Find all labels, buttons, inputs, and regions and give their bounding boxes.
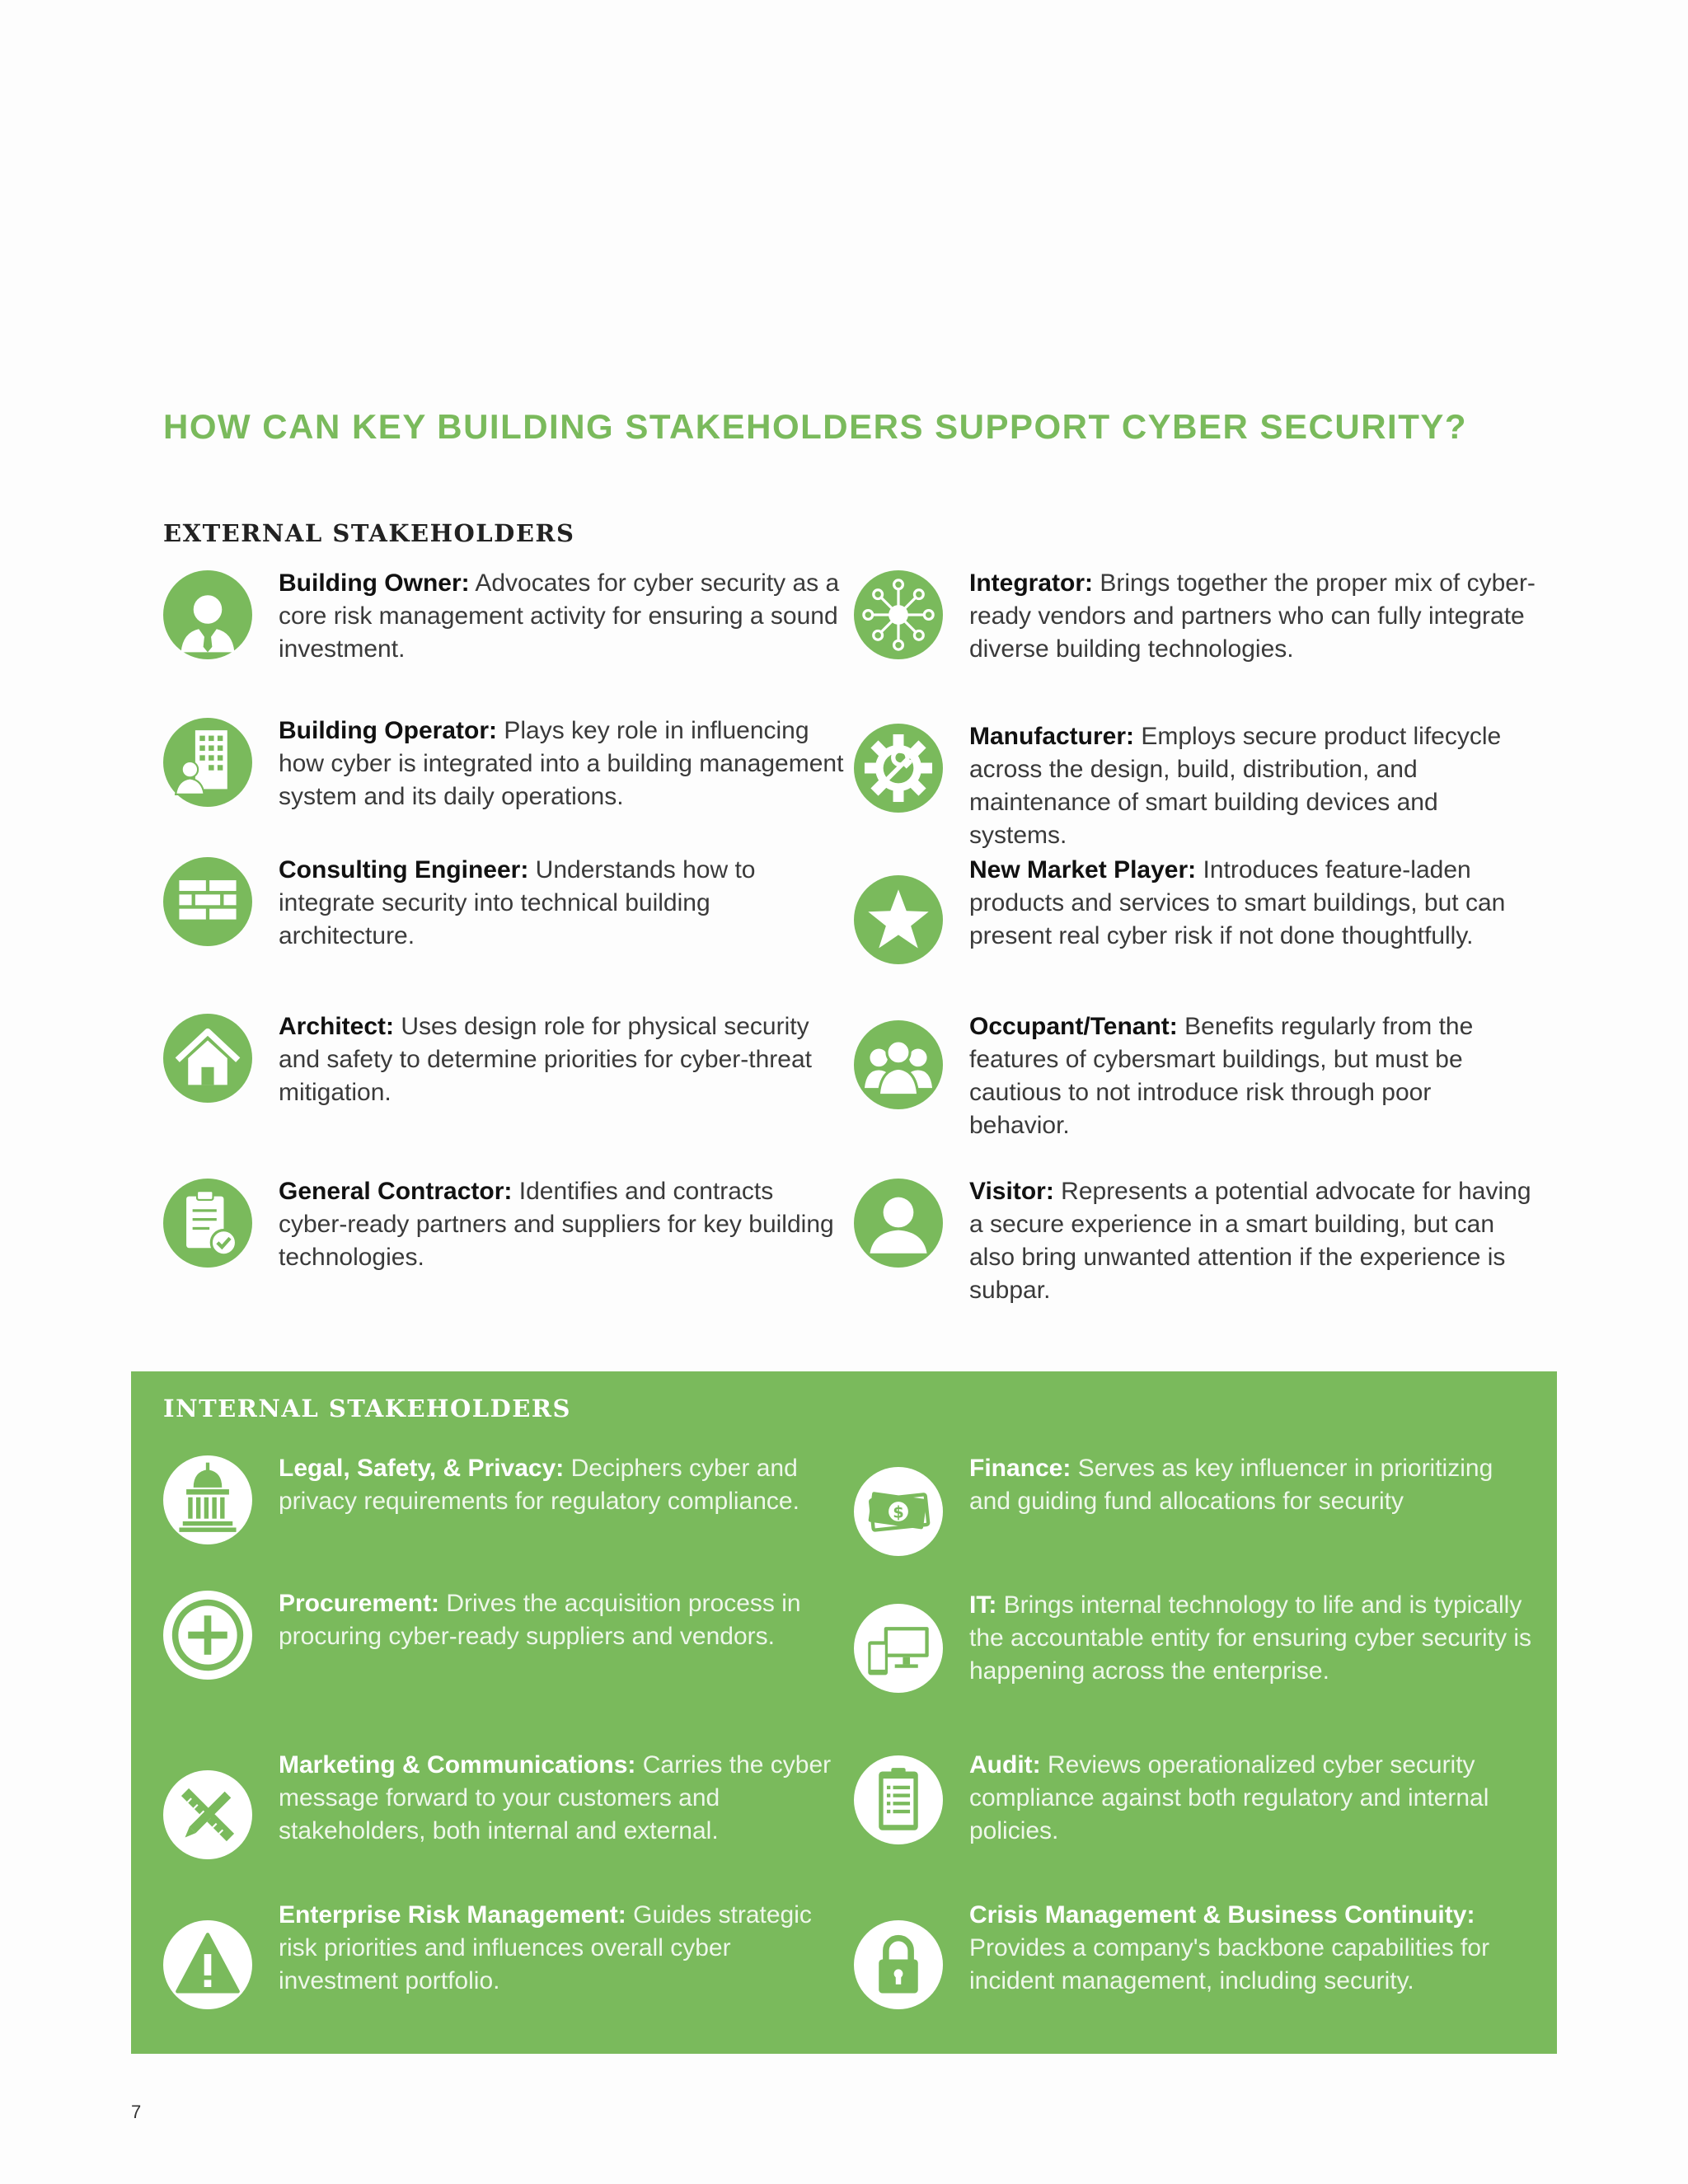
group-icon: [854, 1020, 943, 1109]
star-icon: [854, 875, 943, 964]
term-label: Consulting Engineer:: [279, 856, 529, 883]
internal-stakeholders-heading: INTERNAL STAKEHOLDERS: [163, 1394, 571, 1422]
description: Plays key role in influencing how cyber is integrated into a building management system and its daily operations.: [279, 717, 844, 810]
building-operator-icon: [163, 718, 252, 807]
money-icon: [854, 1467, 943, 1556]
term-label: Finance:: [969, 1455, 1071, 1482]
description: Brings internal technology to life and is typically the accountable entity for ensuring cyber security is happening across the enterprise.: [969, 1591, 1532, 1685]
term-label: Marketing & Communications:: [279, 1751, 636, 1779]
devices-icon: [854, 1604, 943, 1693]
house-icon: [163, 1014, 252, 1103]
description: Introduces feature-laden products and services to smart buildings, but can present real cyber risk if not done thoughtfully.: [969, 856, 1506, 949]
warning-icon: [163, 1920, 252, 2009]
description: Serves as key influencer in prioritizing and guiding fund allocations for security: [969, 1455, 1493, 1515]
description: Drives the acquisition process in procuring cyber-ready suppliers and vendors.: [279, 1590, 801, 1650]
network-hub-icon: [854, 570, 943, 659]
term-label: Enterprise Risk Management:: [279, 1901, 626, 1929]
term-label: New Market Player:: [969, 856, 1197, 883]
term-label: Building Operator:: [279, 717, 497, 744]
term-label: Visitor:: [969, 1178, 1054, 1205]
capitol-building-icon: [163, 1455, 252, 1544]
external-stakeholders-heading: EXTERNAL STAKEHOLDERS: [163, 519, 575, 547]
description: Reviews operationalized cyber security compliance against both regulatory and internal policies.: [969, 1751, 1489, 1844]
description: Represents a potential advocate for having a secure experience in a smart building, but can also bring unwanted attention if the experience is subpar.: [969, 1178, 1531, 1304]
page-number: 7: [131, 2102, 142, 2122]
term-label: Integrator:: [969, 569, 1093, 597]
term-label: Architect:: [279, 1013, 395, 1040]
description: Advocates for cyber security as a core risk management activity for ensuring a sound investment.: [279, 569, 840, 663]
term-label: Audit:: [969, 1751, 1041, 1779]
term-label: Manufacturer:: [969, 723, 1135, 750]
plus-circle-icon: [163, 1591, 252, 1680]
page-title: HOW CAN KEY BUILDING STAKEHOLDERS SUPPORT CYBER SECURITY?: [163, 407, 1468, 446]
brick-wall-icon: [163, 857, 252, 946]
description: Benefits regularly from the features of cybersmart buildings, but must be cautious to not introduce risk through poor behavior.: [969, 1013, 1474, 1139]
term-label: Building Owner:: [279, 569, 470, 597]
clipboard-list-icon: [854, 1755, 943, 1844]
description: Identifies and contracts cyber-ready partners and suppliers for key building technologies.: [279, 1178, 834, 1271]
description: Brings together the proper mix of cyber-ready vendors and partners who can fully integrate diverse building technologies.: [969, 569, 1536, 663]
term-label: Occupant/Tenant:: [969, 1013, 1178, 1040]
pencil-ruler-icon: [163, 1770, 252, 1859]
padlock-icon: [854, 1920, 943, 2009]
term-label: Procurement:: [279, 1590, 440, 1617]
term-label: IT:: [969, 1591, 997, 1619]
description: Uses design role for physical security and safety to determine priorities for cyber-threat mitigation.: [279, 1013, 812, 1106]
description: Employs secure product lifecycle across the design, build, distribution, and maintenance of smart building devices and systems.: [969, 723, 1502, 849]
description: Provides a company's backbone capabilities for incident management, including security.: [969, 1934, 1490, 1994]
description: Understands how to integrate security into technical building architecture.: [279, 856, 756, 949]
businessman-icon: [163, 570, 252, 659]
description: Deciphers cyber and privacy requirements for regulatory compliance.: [279, 1455, 799, 1515]
term-label: Legal, Safety, & Privacy:: [279, 1455, 565, 1482]
description: Guides strategic risk priorities and influences overall cyber investment portfolio.: [279, 1901, 812, 1994]
description: Carries the cyber message forward to your customers and stakeholders, both internal and external.: [279, 1751, 832, 1844]
clipboard-check-icon: [163, 1179, 252, 1268]
person-icon: [854, 1179, 943, 1268]
term-label: Crisis Management & Business Continuity:: [969, 1901, 1475, 1929]
gear-wrench-icon: [854, 724, 943, 813]
term-label: General Contractor:: [279, 1178, 513, 1205]
svg-text:$: $: [893, 1502, 904, 1522]
